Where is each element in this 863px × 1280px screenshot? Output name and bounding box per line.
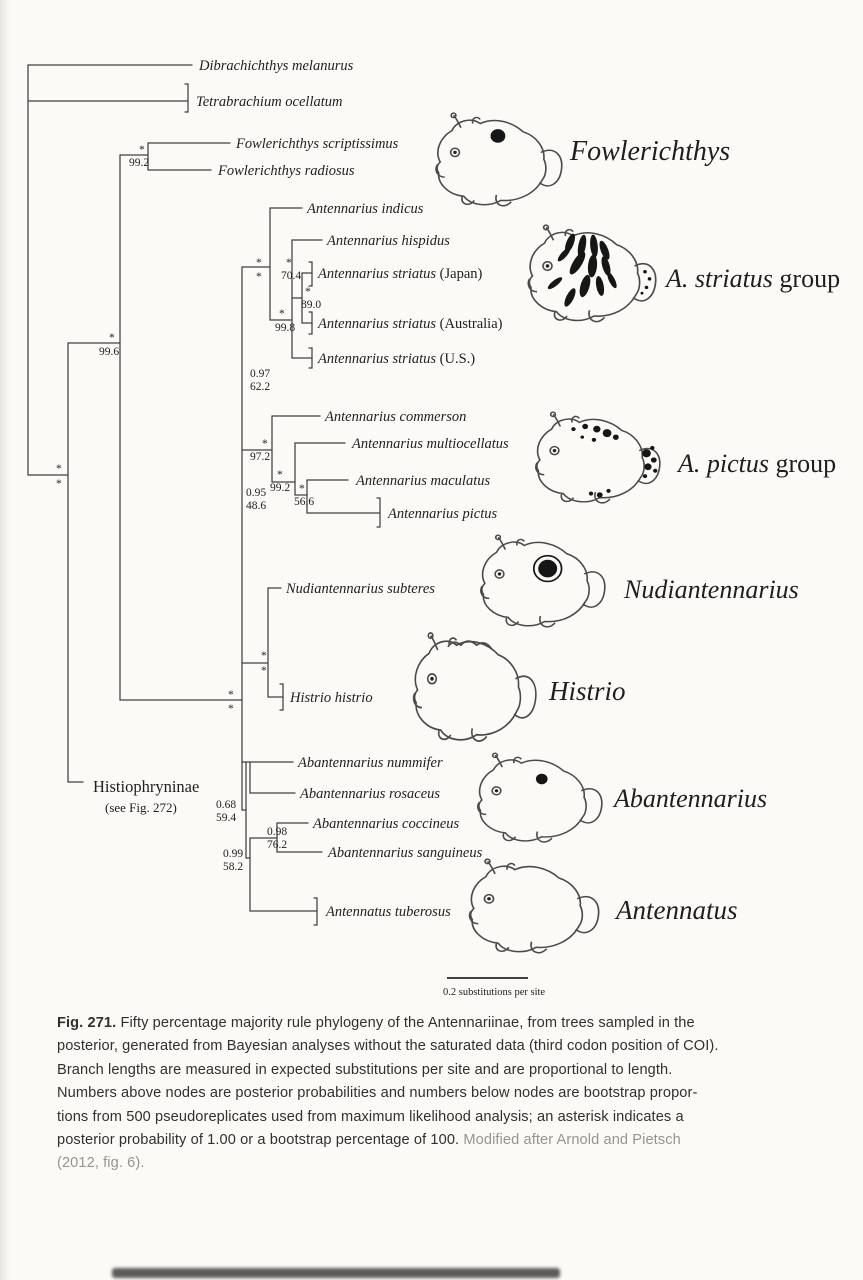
- taxon-label: Abantennarius rosaceus: [300, 786, 441, 802]
- fish-marking: [613, 434, 619, 439]
- caption-line: Branch lengths are measured in expected substitutions per site and are proportional to length.: [57, 1061, 673, 1078]
- caption-line: posterior, generated from Bayesian analyses without the saturated data (third codon position of COI).: [57, 1038, 719, 1055]
- node-support-value: *: [262, 438, 268, 450]
- taxon-label: Fowlerichthys scriptissimus: [236, 136, 399, 152]
- taxon-label: Tetrabrachium ocellatum: [196, 94, 343, 110]
- fish-marking: [645, 286, 649, 289]
- clade-name-label: Fowlerichthys: [570, 136, 731, 167]
- node-support-value: 97.2: [250, 451, 271, 463]
- node-support-value: 0.98: [267, 826, 288, 838]
- fish-stripe: [562, 287, 578, 308]
- taxon-label: Antennarius multiocellatus: [352, 436, 509, 452]
- fish-marking: [603, 429, 612, 437]
- node-support-value: 89.0: [301, 299, 322, 311]
- clade-name-label: Abantennarius: [614, 784, 768, 813]
- fish-pupil: [498, 572, 502, 575]
- node-support-value: *: [286, 257, 292, 269]
- fish-marking: [651, 457, 657, 462]
- fish-marking: [571, 427, 575, 431]
- subfamily-reference: (see Fig. 272): [105, 800, 177, 815]
- fish-pupil: [546, 264, 550, 267]
- node-support-value: 0.99: [223, 848, 244, 860]
- node-support-value: *: [56, 463, 62, 475]
- fish-marking: [593, 426, 600, 433]
- clade-name-label: A. pictus group: [678, 449, 837, 478]
- scale-bar-label: 0.2 substitutions per site: [443, 987, 546, 998]
- taxon-label: Nudiantennarius subteres: [286, 581, 435, 597]
- node-support-value: 99.6: [99, 346, 120, 358]
- taxon-label: Antennarius maculatus: [356, 473, 491, 489]
- taxon-label: Fowlerichthys radiosus: [218, 163, 355, 179]
- abantennarius-fish: [478, 753, 602, 842]
- node-support-value: 48.6: [246, 500, 267, 512]
- taxon-label: Dibrachichthys melanurus: [199, 58, 354, 74]
- node-support-value: 99.8: [275, 322, 296, 334]
- fish-stripe: [546, 275, 564, 290]
- fish-marking: [592, 438, 596, 442]
- node-support-value: 62.2: [250, 381, 271, 393]
- caption-line: Fig. 271. Fifty percentage majority rule phylogeny of the Antennariinae, from trees sampled in the: [57, 1015, 695, 1031]
- fish-stripe: [578, 274, 593, 298]
- fish-marking: [644, 463, 651, 470]
- fish-pupil: [430, 677, 433, 681]
- taxon-label: Histrio histrio: [290, 690, 373, 706]
- node-support-value: *: [261, 665, 267, 677]
- taxon-label: Antennarius commerson: [325, 409, 467, 425]
- node-support-value: 56.6: [294, 496, 315, 508]
- fish-pupil: [553, 449, 557, 452]
- node-support-value: *: [56, 478, 62, 490]
- fish-marking: [643, 270, 647, 273]
- fish-esca: [544, 225, 549, 230]
- fish-marking: [597, 492, 603, 497]
- collapsed-clade-bracket: [309, 262, 312, 286]
- fish-outline: [471, 866, 583, 951]
- histrio-fish: [414, 633, 536, 741]
- fish-stripe: [605, 271, 618, 289]
- node-support-value: 99.2: [129, 157, 150, 169]
- fish-marking: [538, 560, 557, 578]
- node-support-value: *: [109, 332, 115, 344]
- fish-esca: [428, 633, 433, 638]
- taxon-label: Antennarius pictus: [388, 506, 498, 522]
- clade-name-label: Antennatus: [616, 895, 738, 925]
- clade-name-label: Histrio: [549, 676, 626, 706]
- taxon-label: Antennatus tuberosus: [326, 904, 451, 920]
- fish-marking: [641, 292, 644, 295]
- caption-line: tions from 500 pseudoreplicates used from maximum likelihood analysis; an asterisk indicates a: [57, 1108, 684, 1125]
- node-support-value: 99.2: [270, 482, 291, 494]
- fish-stripe: [594, 276, 605, 297]
- fish-marking: [582, 424, 588, 429]
- caption-line: posterior probability of 1.00 or a bootstrap percentage of 100. Modified after Arnold and Pietsch: [57, 1132, 681, 1149]
- caption-line: Numbers above nodes are posterior probabilities and numbers below nodes are bootstrap propor-: [57, 1085, 698, 1102]
- fish-esca: [493, 753, 498, 757]
- fish-marking: [589, 492, 593, 496]
- taxon-label: Antennarius indicus: [307, 201, 424, 217]
- nudiantennarius-fish: [481, 535, 605, 627]
- antennatus-fish: [470, 859, 599, 953]
- node-support-value: *: [305, 286, 311, 298]
- node-support-value: 59.4: [216, 812, 237, 824]
- tree-labels: [56, 58, 840, 925]
- fish-stripe: [556, 246, 572, 263]
- fish-outline: [537, 419, 644, 502]
- node-support-value: 0.95: [246, 487, 267, 499]
- fish-marking: [653, 469, 657, 473]
- fish-stripe: [589, 234, 599, 257]
- fowlerichthys-fish: [436, 113, 562, 206]
- fish-marking: [606, 489, 610, 493]
- node-support-value: 0.97: [250, 368, 271, 380]
- node-support-value: 58.2: [223, 861, 244, 873]
- fish-marking: [650, 446, 654, 450]
- taxon-label: Abantennarius nummifer: [298, 755, 443, 771]
- node-support-value: *: [279, 308, 285, 320]
- taxon-label: Abantennarius coccineus: [313, 816, 460, 832]
- fish-outline: [482, 542, 589, 626]
- fish-marking: [536, 774, 548, 785]
- fish-stripe: [587, 254, 598, 278]
- node-support-value: 76.2: [267, 839, 288, 851]
- node-support-value: *: [299, 483, 305, 495]
- node-support-value: 0.68: [216, 799, 237, 811]
- node-support-value: *: [228, 703, 234, 715]
- taxon-label: Antennarius striatus (Australia): [318, 316, 503, 332]
- fish-pupil: [487, 897, 491, 900]
- fish-stripe: [567, 250, 588, 277]
- striatus-fish: [528, 225, 655, 321]
- node-support-value: *: [261, 650, 267, 662]
- fish-marking: [580, 436, 584, 439]
- node-support-value: *: [228, 689, 234, 701]
- taxon-label: Abantennarius sanguineus: [328, 845, 483, 861]
- node-support-value: 70.4: [281, 270, 302, 282]
- taxon-label: Antennarius striatus (Japan): [318, 266, 483, 282]
- node-support-value: *: [139, 144, 145, 156]
- node-support-value: *: [256, 257, 262, 269]
- fish-pupil: [495, 789, 499, 792]
- fish-marking: [491, 129, 506, 143]
- collapsed-clade-bracket: [185, 84, 188, 112]
- fish-outline: [479, 760, 586, 841]
- fish-esca: [551, 412, 556, 416]
- fish-outline: [415, 641, 521, 740]
- clade-name-label: Nudiantennarius: [624, 575, 799, 604]
- clade-name-label: A. striatus group: [666, 264, 841, 293]
- pictus-fish: [536, 412, 660, 503]
- node-support-value: *: [277, 469, 283, 481]
- figure-caption: [57, 1012, 767, 1176]
- node-support-value: *: [256, 271, 262, 283]
- fish-pupil: [453, 151, 457, 154]
- taxon-label: Antennarius striatus (U.S.): [318, 351, 476, 367]
- subfamily-label: Histiophryninae: [93, 777, 200, 796]
- fish-marking: [648, 277, 652, 280]
- fish-marking: [643, 474, 647, 478]
- page-edge-artifact: [112, 1268, 560, 1278]
- caption-line: (2012, fig. 6).: [57, 1155, 145, 1172]
- taxon-label: Antennarius hispidus: [327, 233, 450, 249]
- fish-marking: [642, 449, 651, 457]
